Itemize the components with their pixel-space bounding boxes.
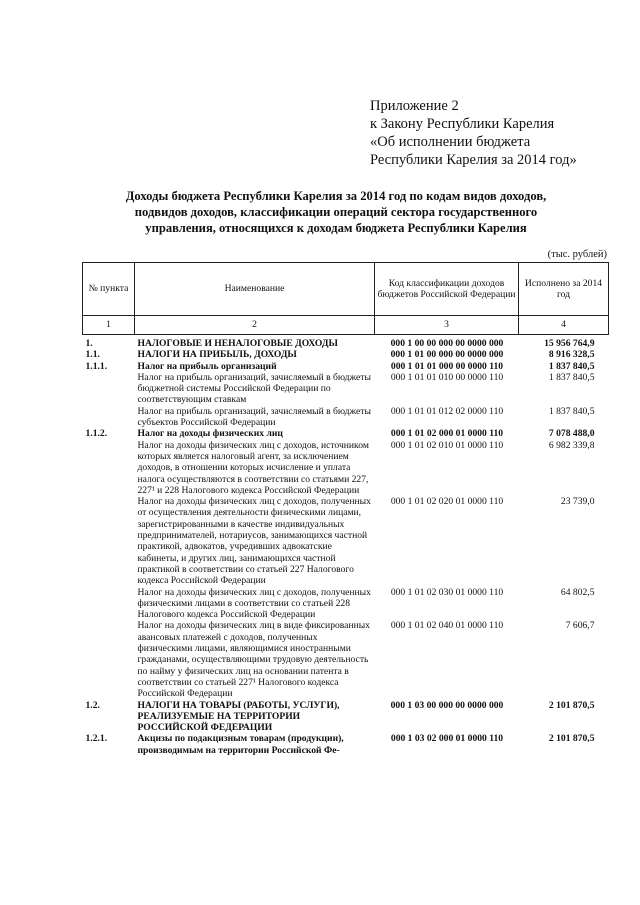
header-value: Исполнено за 2014 год <box>519 263 609 316</box>
title-line: подвидов доходов, классификации операций сектора государственного <box>134 205 538 219</box>
title-line: Доходы бюджета Республики Карелия за 2014 год по кодам видов доходов, <box>125 189 547 203</box>
row-value: 2 101 870,5 <box>548 733 595 745</box>
row-name: Налог на доходы физических лиц с доходов, источником которых является налоговый агент, за исключением доходов, в отношении которых исчисление и уплата налога осуществляются в соответствии со статьями 227, 227¹ и 228 Налогового кодекса Российской Федерации <box>137 439 369 496</box>
row-code: 000 1 03 00 000 00 0000 000 <box>390 699 504 711</box>
appendix-line: «Об исполнении бюджета <box>370 134 531 150</box>
row-code: 000 1 01 02 010 01 0000 110 <box>390 439 504 451</box>
table-row <box>83 496 609 586</box>
row-value: 6 982 339,8 <box>548 439 595 451</box>
col-number: 2 <box>135 316 375 335</box>
table-row <box>83 587 609 621</box>
row-name: Налог на прибыль организаций <box>137 360 277 372</box>
row-number: 1.1. <box>85 349 100 361</box>
row-number <box>83 406 135 429</box>
row-number <box>83 372 135 406</box>
table-row <box>83 335 609 350</box>
appendix-line: к Закону Республики Карелия <box>370 116 555 132</box>
row-name: Налог на доходы физических лиц <box>137 428 283 440</box>
revenue-table <box>82 262 609 756</box>
row-number: 1. <box>85 338 93 349</box>
row-number <box>83 587 135 621</box>
row-value: 64 802,5 <box>560 586 595 598</box>
row-number: 1.2. <box>85 699 100 711</box>
row-number <box>83 496 135 586</box>
row-code: 000 1 01 01 000 00 0000 110 <box>390 360 504 372</box>
appendix-note <box>370 97 577 169</box>
row-name: Налог на доходы физических лиц в виде фиксированных авансовых платежей с доходов, полученных физическими лицами, являющимися иностранными гражданами, осуществляющими трудовую деятельность по найму у физических лиц на основании патента в соответствии со статьей 227¹ Налогового кодекса Российской Федерации <box>137 620 370 700</box>
row-value: 15 956 764,9 <box>544 338 595 349</box>
table-row <box>83 428 609 439</box>
table-row <box>83 361 609 372</box>
table-row <box>83 372 609 406</box>
column-numbers-row <box>83 316 609 335</box>
row-name: Налог на доходы физических лиц с доходов, полученных от осуществления деятельности физическими лицами, зарегистрированными в качестве индивидуальных предпринимателей, нотариусов, занимающихся частной практикой, адвокатов, учредивших адвокатские кабинеты, и других лиц, занимающихся частной практикой в соответствии со статьей 227 Налогового кодекса Российской Федерации <box>137 496 371 587</box>
row-value: 7 078 488,0 <box>548 428 595 440</box>
row-name: НАЛОГИ НА ТОВАРЫ (РАБОТЫ, УСЛУГИ), РЕАЛИЗУЕМЫЕ НА ТЕРРИТОРИИ РОССИЙСКОЙ ФЕДЕРАЦИИ <box>137 699 340 734</box>
row-code: 000 1 01 01 010 00 0000 110 <box>390 371 504 383</box>
col-number: 4 <box>519 316 609 335</box>
row-name: Налог на доходы физических лиц с доходов, полученных физическими лицами в соответствии со статьей 228 Налогового кодекса Российской Федерации <box>137 586 371 621</box>
row-name: Налог на прибыль организаций, зачисляемый в бюджеты субъектов Российской Федерации <box>137 405 371 429</box>
row-number: 1.1.1. <box>85 360 108 372</box>
appendix-line: Приложение 2 <box>370 98 459 114</box>
table-body <box>83 335 609 756</box>
appendix-line: Республики Карелия за 2014 год» <box>370 152 577 168</box>
row-code: 000 1 01 02 030 01 0000 110 <box>390 586 504 598</box>
table-row <box>83 700 609 734</box>
col-number: 3 <box>375 316 519 335</box>
row-code: 000 1 01 00 000 00 0000 000 <box>390 349 504 361</box>
row-number: 1.2.1. <box>85 733 108 745</box>
row-value: 23 739,0 <box>560 496 595 508</box>
row-code: 000 1 01 02 040 01 0000 110 <box>390 620 504 632</box>
table-row <box>83 440 609 496</box>
table-header-row <box>83 263 609 316</box>
row-name: НАЛОГИ НА ПРИБЫЛЬ, ДОХОДЫ <box>137 349 297 361</box>
row-name: НАЛОГОВЫЕ И НЕНАЛОГОВЫЕ ДОХОДЫ <box>137 338 338 349</box>
row-value: 7 606,7 <box>565 620 595 632</box>
header-num: № пункта <box>83 263 135 316</box>
row-code: 000 1 00 00 000 00 0000 000 <box>390 338 504 349</box>
title-line: управления, относящихся к доходам бюджета Республики Карелия <box>145 221 527 235</box>
row-name: Налог на прибыль организаций, зачисляемый в бюджеты бюджетной системы Российской Федерации по соответствующим ставкам <box>137 371 371 406</box>
table-row <box>83 733 609 756</box>
row-number <box>83 620 135 699</box>
row-value: 1 837 840,5 <box>548 405 595 417</box>
document-title <box>96 188 576 236</box>
header-name: Наименование <box>135 263 375 316</box>
header-code: Код классификации доходов бюджетов Российской Федерации <box>375 263 519 316</box>
row-value: 1 837 840,5 <box>548 371 595 383</box>
table-row <box>83 349 609 360</box>
table-row <box>83 620 609 699</box>
row-code: 000 1 03 02 000 01 0000 110 <box>390 733 504 745</box>
units-note: (тыс. рублей) <box>547 249 607 260</box>
row-code: 000 1 01 01 012 02 0000 110 <box>390 405 504 417</box>
row-code: 000 1 01 02 000 01 0000 110 <box>390 428 504 440</box>
row-value: 1 837 840,5 <box>548 360 595 372</box>
row-value: 2 101 870,5 <box>548 699 595 711</box>
row-code: 000 1 01 02 020 01 0000 110 <box>390 496 504 508</box>
row-name: Акцизы по подакцизным товарам (продукции), производимым на территории Российской Фе- <box>137 733 344 756</box>
col-number: 1 <box>83 316 135 335</box>
table-row <box>83 406 609 429</box>
row-number: 1.1.2. <box>85 428 108 440</box>
row-number <box>83 440 135 496</box>
row-value: 8 916 328,5 <box>548 349 595 361</box>
